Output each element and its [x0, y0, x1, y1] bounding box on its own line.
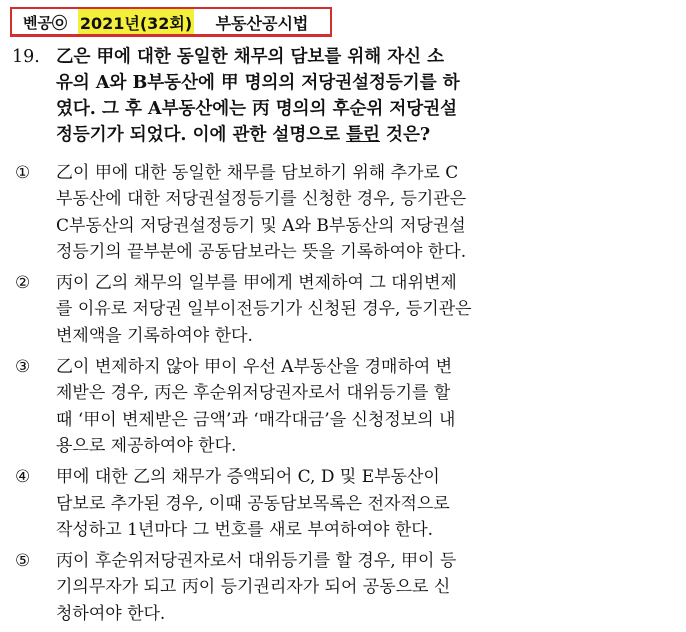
option-line: 기의무자가 되고 丙이 등기권리자가 되어 공동으로 신 — [56, 577, 451, 598]
option-line: 丙이 乙의 채무의 일부를 甲에게 변제하여 그 대위변제 — [56, 273, 457, 294]
subject-label: 부동산공시법 — [215, 14, 309, 33]
option-line: 甲에 대한 乙의 채무가 증액되어 C, D 및 E부동산이 — [56, 467, 440, 488]
question-line: 였다. 그 후 A부동산에는 丙 명의의 후순위 저당권설 — [56, 99, 458, 119]
option-4-number: ④ — [15, 467, 31, 488]
option-line: 丙이 후순위저당권자로서 대위등기를 할 경우, 甲이 등 — [56, 551, 457, 572]
question-line: 乙은 甲에 대한 동일한 채무의 담보를 위해 자신 소 — [56, 47, 445, 67]
exam-header — [10, 7, 332, 36]
option-3[interactable] — [15, 354, 596, 459]
option-line: 때 ‘甲이 변제받은 금액’과 ‘매각대금’을 신청정보의 내 — [56, 409, 456, 430]
question-stem — [12, 44, 596, 148]
option-line: 변제액을 기록하여야 한다. — [56, 325, 253, 346]
option-line: C부동산의 저당권설정등기 및 A와 B부동산의 저당권설 — [56, 215, 466, 236]
question-line: 정등기가 되었다. 이에 관한 설명으로 — [56, 125, 347, 145]
option-3-number: ③ — [15, 357, 31, 378]
option-1[interactable] — [15, 160, 596, 265]
option-4[interactable] — [15, 464, 596, 543]
emphasis-word: 틀린 — [346, 125, 380, 145]
option-line: 乙이 甲에 대한 동일한 채무를 담보하기 위해 추가로 C — [56, 163, 459, 183]
question-line: 유의 A와 B부동산에 甲 명의의 저당권설정등기를 하 — [56, 73, 460, 93]
option-1-number: ① — [15, 163, 31, 183]
option-line: 乙이 변제하지 않아 甲이 우선 A부동산을 경매하여 변 — [56, 357, 453, 378]
option-line: 정등기의 끝부분에 공동담보라는 뜻을 기록하여야 한다. — [56, 241, 467, 262]
option-line: 청하여야 한다. — [56, 603, 166, 624]
option-line: 작성하고 1년마다 그 번호를 새로 부여하여야 한다. — [56, 519, 434, 540]
option-line: 부동산에 대한 저당권설정등기를 신청한 경우, 등기관은 — [56, 189, 467, 210]
exam-year-label: 2021년(32회) — [78, 9, 194, 36]
option-5[interactable] — [15, 548, 596, 627]
answer-options — [15, 160, 596, 632]
question-line-final — [56, 122, 596, 148]
option-line: 제받은 경우, 丙은 후순위저당권자로서 대위등기를 할 — [56, 383, 451, 404]
option-line: 를 이유로 저당권 일부이전등기가 신청된 경우, 등기관은 — [56, 299, 472, 320]
option-line: 담보로 추가된 경우, 이때 공동담보목록은 전자적으로 — [56, 493, 450, 514]
header-divider — [10, 34, 332, 37]
question-tail: 것은? — [379, 125, 431, 145]
brand-label: 벤공㉧ — [23, 14, 67, 32]
option-2-number: ② — [15, 273, 31, 294]
option-5-number: ⑤ — [15, 551, 31, 572]
question-number: 19. — [12, 47, 40, 67]
option-2[interactable] — [15, 270, 596, 349]
option-line: 용으로 제공하여야 한다. — [56, 435, 237, 456]
